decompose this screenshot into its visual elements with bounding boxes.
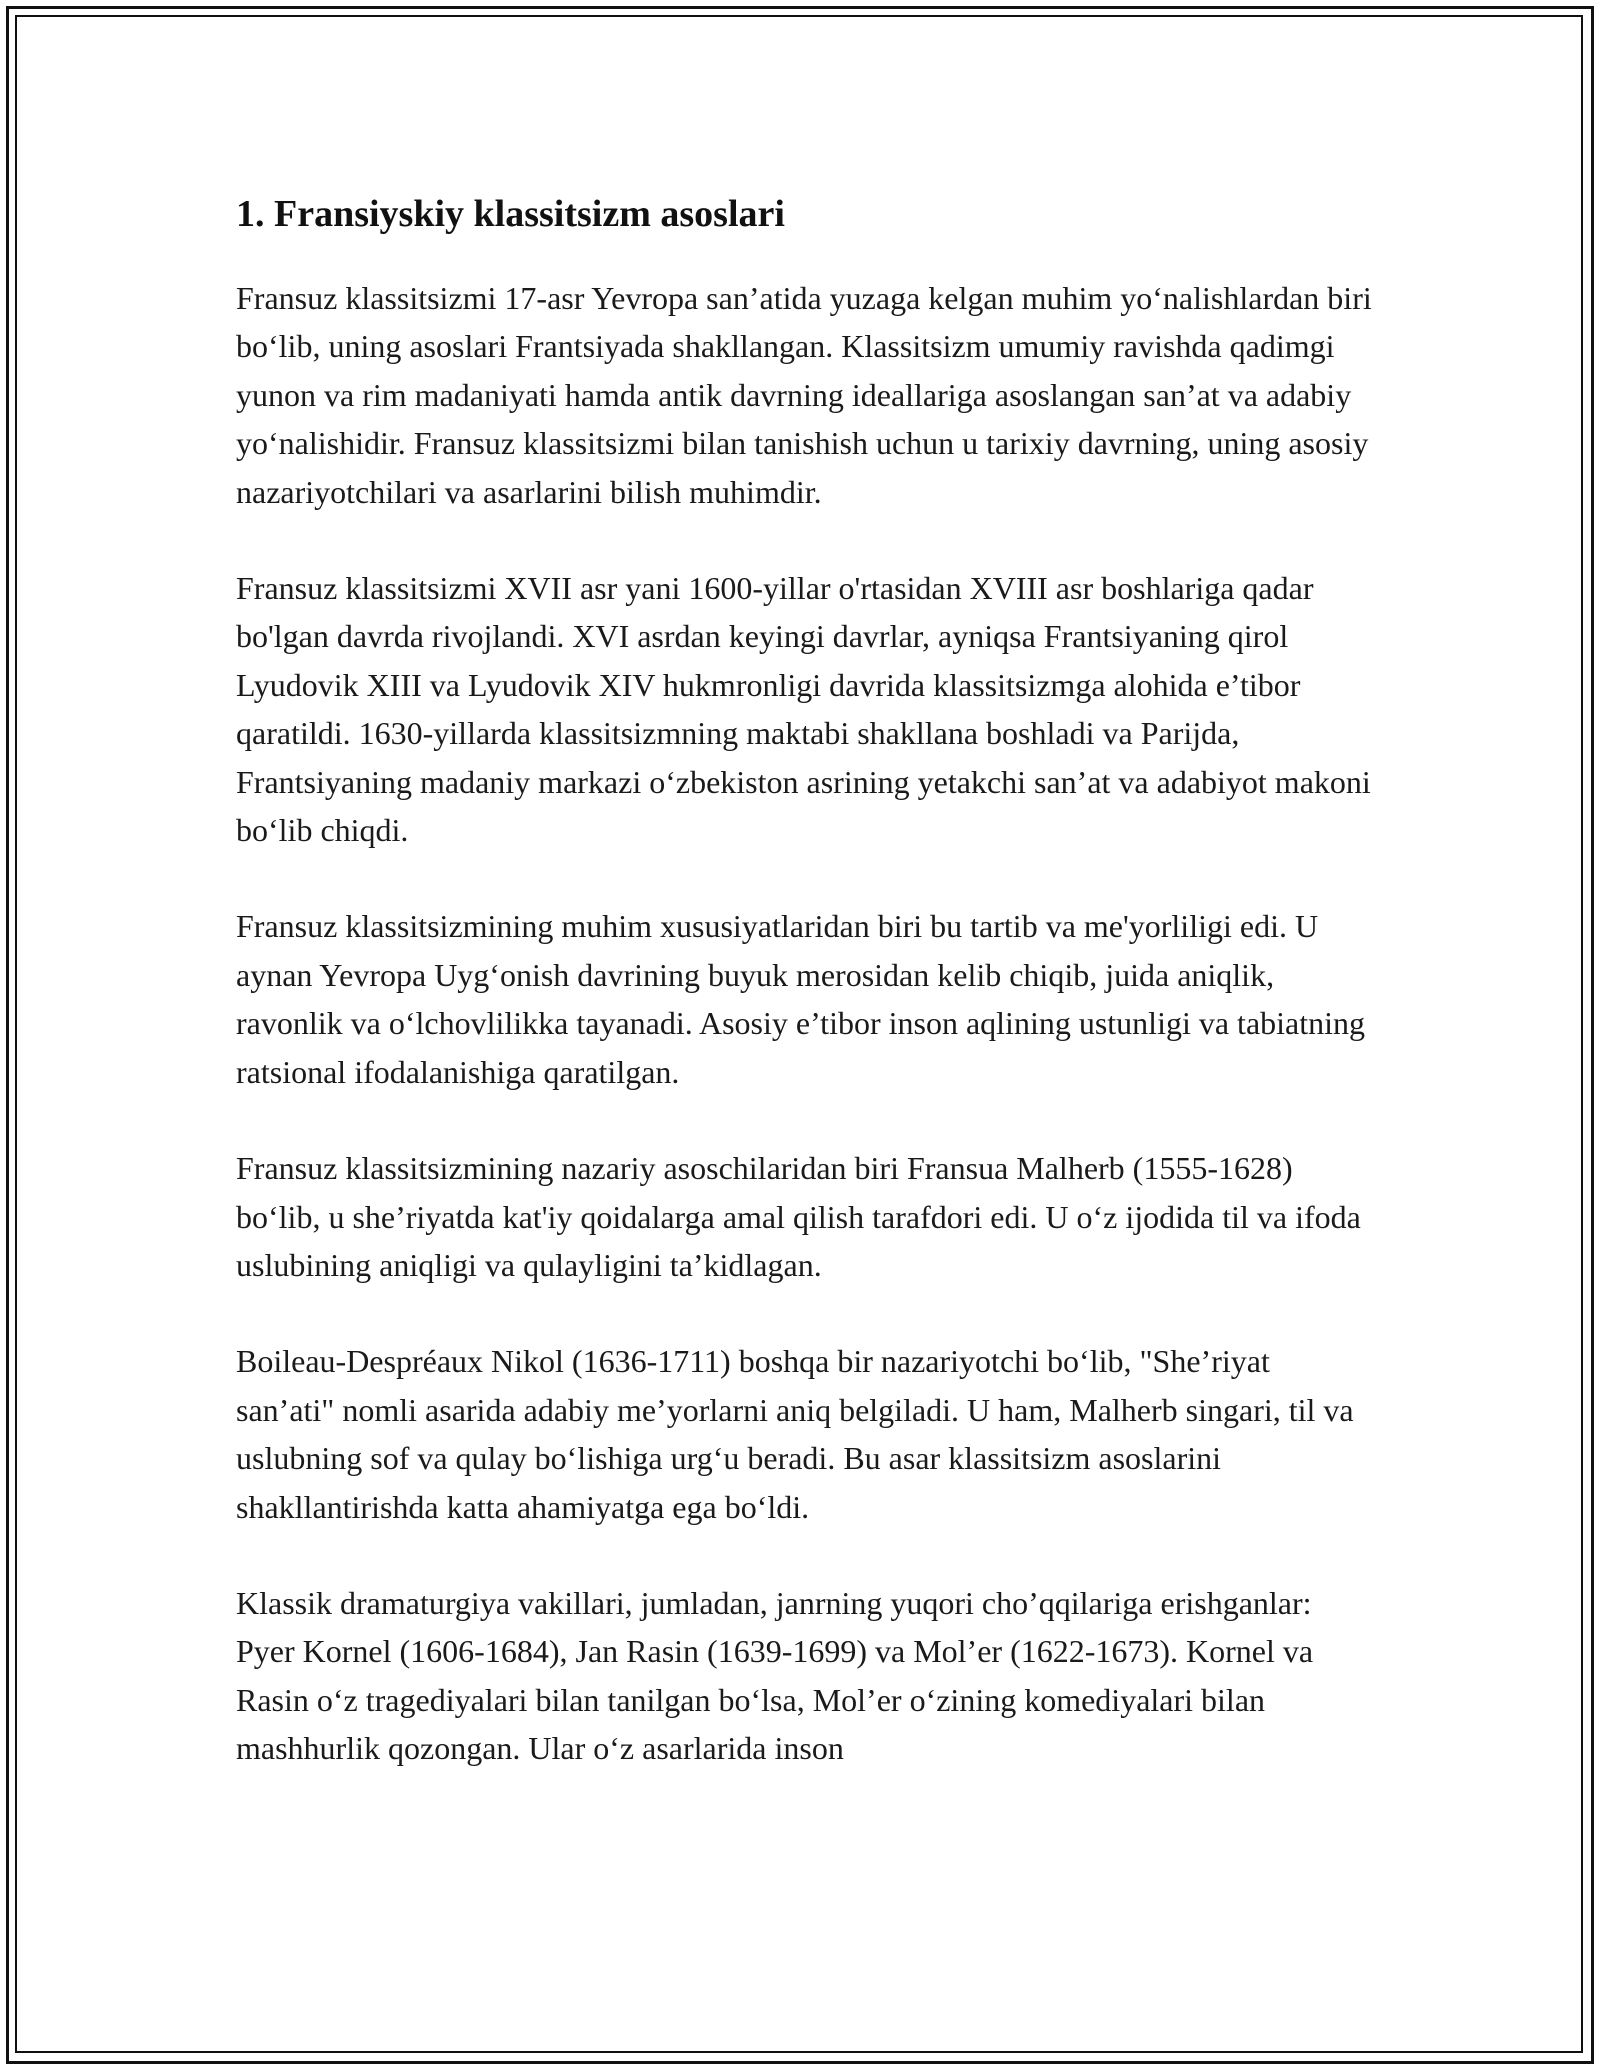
paragraph-malherb: Fransuz klassitsizmining nazariy asoschilaridan biri Fransua Malherb (1555-1628) bo‘lib, u she’riyatda kat'iy qoidalarga amal qilish tarafdori edi. U o‘z ijodida til va ifoda uslubining aniqligi va qulayligini ta’kidlagan. (236, 1150, 1361, 1283)
paragraph-introduction: Fransuz klassitsizmi 17-asr Yevropa san’atida yuzaga kelgan muhim yo‘nalishlardan biri bo‘lib, uning asoslari Frantsiyada shakllangan. Klassitsizm umumiy ravishda qadimgi yunon va rim madaniyati hamda antik davrning ideallariga asoslangan san’at va adabiy yo‘nalishidir. Fransuz klassitsizmi bilan tanishish uchun u tarixiy davrning, uning asosiy nazariyotchilari va asarlarini bilish muhimdir. (236, 280, 1372, 510)
document-body (236, 186, 1376, 1821)
paragraph-dramaturgy: Klassik dramaturgiya vakillari, jumladan, janrning yuqori cho’qqilariga erishganlar: Pyer Kornel (1606-1684), Jan Rasin (1639-1699) va Mol’er (1622-1673). Kornel va Rasin o‘z tragediyalari bilan tanilgan bo‘lsa, Mol’er o‘zining komediyalari bilan mashhurlik qozongan. Ular o‘z asarlarida inson (236, 1584, 1314, 1767)
paragraph-characteristics: Fransuz klassitsizmining muhim xususiyatlaridan biri bu tartib va me'yorliligi edi. U aynan Yevropa Uyg‘onish davrining buyuk merosidan kelib chiqib, juida aniqlik, ravonlik va o‘lchovlilikka tayanadi. Asosiy e’tibor inson aqlining ustunligi va tabiatning ratsional ifodalanishiga qaratilgan. (236, 908, 1366, 1090)
paragraph-boileau: Boileau-Despréaux Nikol (1636-1711) boshqa bir nazariyotchi bo‘lib, "She’riyat san’ati" nomli asarida adabiy me’yorlarni aniq belgiladi. U ham, Malherb singari, til va uslubning sof va qulay bo‘lishiga urg‘u beradi. Bu asar klassitsizm asoslarini shakllantirishda katta ahamiyatga ega bo‘ldi. (236, 1343, 1354, 1525)
section-heading: 1. Fransiyskiy klassitsizm asoslari (236, 193, 785, 235)
paragraph-historical-period: Fransuz klassitsizmi XVII asr yani 1600-yillar o'rtasidan XVIII asr boshlariga qadar bo'lgan davrda rivojlandi. XVI asrdan keyingi davrlar, ayniqsa Frantsiyaning qirol Lyudovik XIII va Lyudovik XIV hukmronligi davrida klassitsizmga alohida e’tibor qaratildi. 1630-yillarda klassitsizmning maktabi shakllana boshladi va Parijda, Frantsiyaning madaniy markazi o‘zbekiston asrining yetakchi san’at va adabiyot makoni bo‘lib chiqdi. (236, 570, 1371, 849)
